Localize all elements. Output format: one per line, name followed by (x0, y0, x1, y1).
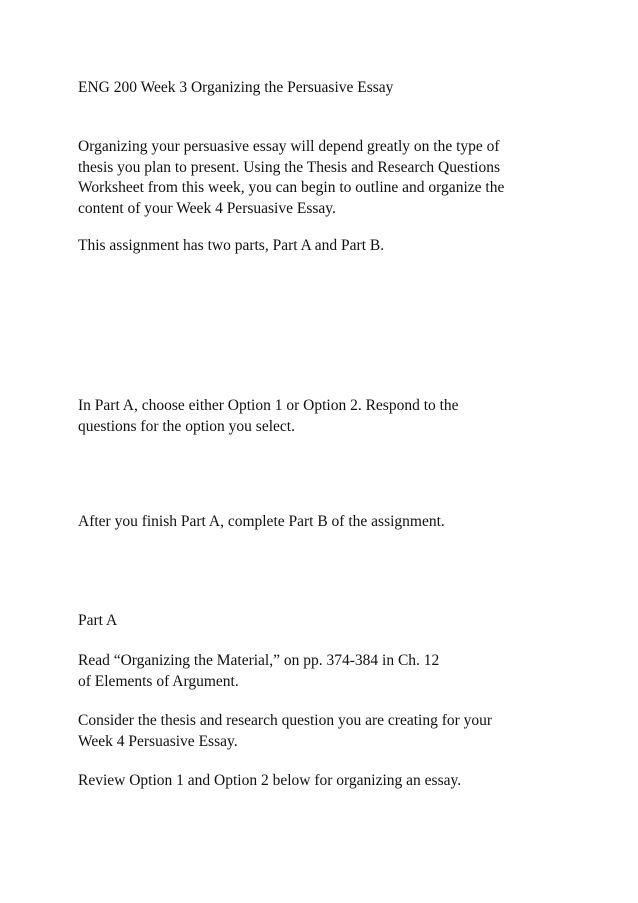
parts-note: This assignment has two parts, Part A and Part B. (78, 237, 385, 254)
document-title: ENG 200 Week 3 Organizing the Persuasive Essay (78, 79, 394, 96)
part-a-instructions-line: In Part A, choose either Option 1 or Option 2. Respond to the (78, 397, 459, 414)
intro-line: Organizing your persuasive essay will depend greatly on the type of (78, 138, 500, 155)
intro-line: content of your Week 4 Persuasive Essay. (78, 199, 336, 217)
part-a-heading: Part A (78, 612, 118, 629)
read-instruction (78, 651, 598, 692)
part-a-instructions-line: questions for the option you select. (78, 417, 295, 435)
consider-instruction-line: Consider the thesis and research question you are creating for your (78, 712, 493, 729)
after-part-a-note: After you finish Part A, complete Part B of the assignment. (78, 513, 445, 530)
intro-paragraph (78, 137, 598, 219)
part-a-instructions (78, 396, 598, 437)
intro-line: Worksheet from this week, you can begin to outline and organize the (78, 179, 505, 196)
consider-instruction (78, 711, 598, 752)
consider-instruction-line: Week 4 Persuasive Essay. (78, 732, 238, 750)
read-instruction-line: Read “Organizing the Material,” on pp. 374-384 in Ch. 12 (78, 652, 440, 669)
read-instruction-line: of Elements of Argument. (78, 672, 239, 690)
review-instruction: Review Option 1 and Option 2 below for organizing an essay. (78, 772, 462, 789)
intro-line: thesis you plan to present. Using the Thesis and Research Questions (78, 158, 501, 176)
